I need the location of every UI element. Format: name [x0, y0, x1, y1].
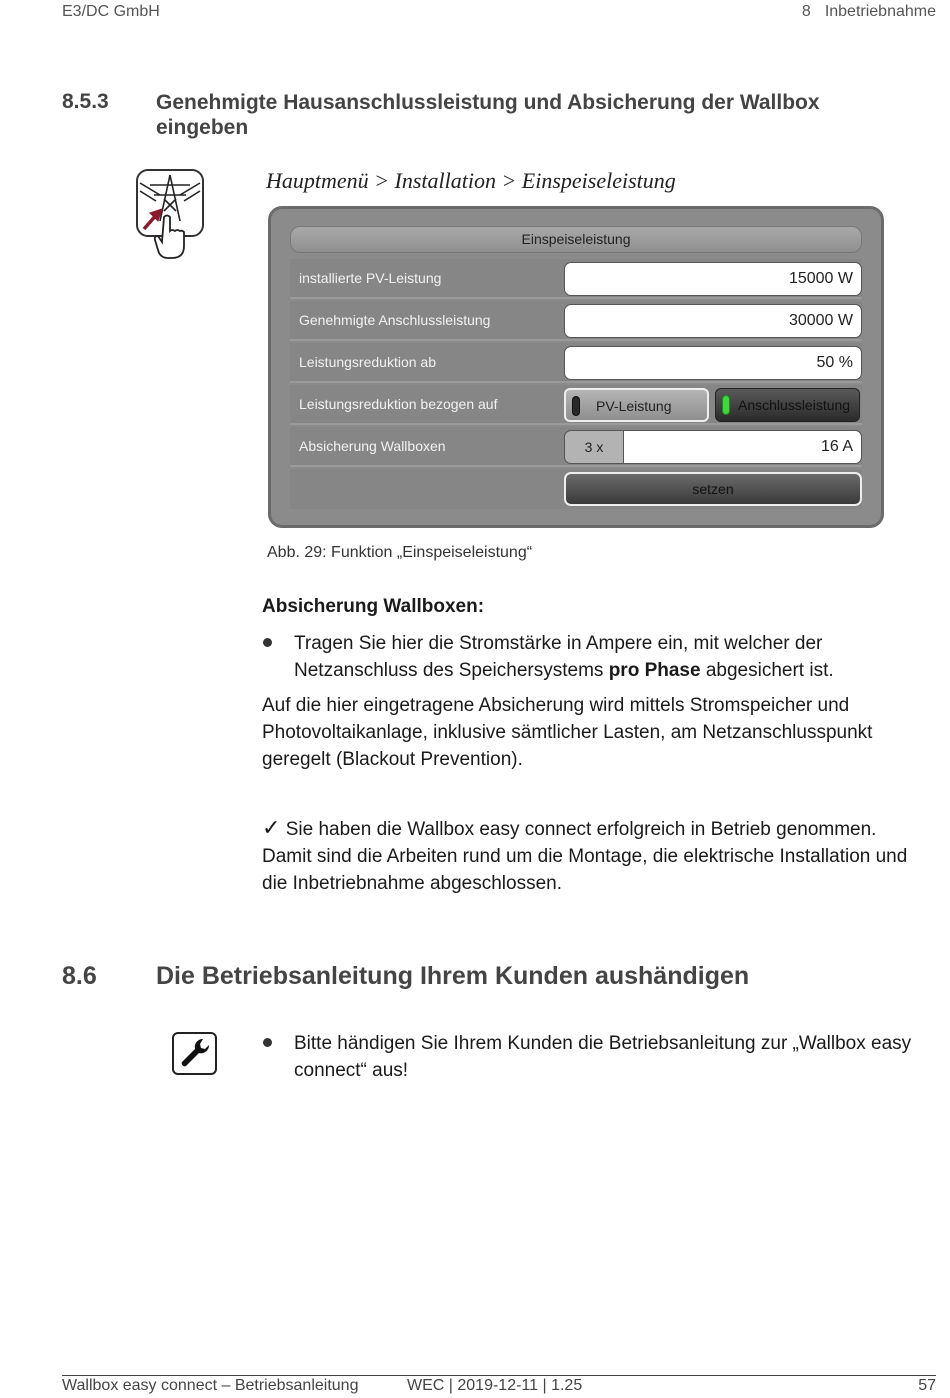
section-title: Genehmigte Hausanschlussleistung und Absicherung der Wallbox eingeben: [156, 91, 820, 139]
check-icon: ✓: [262, 815, 281, 840]
figure-caption: Abb. 29: Funktion „Einspeiseleistung“: [267, 544, 533, 561]
header-chapter-title: Inbetriebnahme: [824, 3, 936, 20]
footer-divider: [62, 1375, 936, 1376]
absicherung-input[interactable]: 16 A: [623, 430, 862, 464]
pv-leistung-input[interactable]: 15000 W: [564, 262, 862, 296]
row-label: Genehmigte Anschlussleistung: [299, 312, 491, 328]
leistungsreduktion-input[interactable]: 50 %: [564, 346, 862, 380]
panel-title: Einspeiseleistung: [290, 226, 862, 253]
pv-leistung-toggle[interactable]: [564, 388, 709, 422]
info-paragraph: Auf die hier eingetragene Absicherung wird mittels Stromspeicher und Photovoltaikanlage, inklusive sämtlicher Lasten, am Netzanschlusspunkt geregelt (Blackout Prevention).: [262, 695, 873, 770]
row-leistungsreduktion: [290, 343, 862, 383]
menu-path: Hauptmenü > Installation > Einspeiseleistung: [266, 168, 676, 193]
row-bezogen-auf: [290, 385, 862, 425]
row-absicherung: [290, 427, 862, 467]
bullet-icon: [263, 1038, 272, 1047]
row-anschlussleistung: [290, 301, 862, 341]
result-text: Sie haben die Wallbox easy connect erfolgreich in Betrieb genommen. Damit sind die Arbeiten rund um die Montage, die elektrische Installation und die Inbetriebnahme abgeschlossen.: [262, 819, 908, 894]
footer-doc-title: Wallbox easy connect – Betriebsanleitung: [62, 1377, 359, 1394]
led-active-icon: [722, 395, 730, 415]
subheading: Absicherung Wallboxen:: [262, 596, 485, 617]
setzen-button[interactable]: setzen: [564, 472, 862, 506]
result-paragraph: [262, 814, 912, 897]
bullet-text: Bitte händigen Sie Ihrem Kunden die Betriebsanleitung zur „Wallbox easy connect“ aus!: [294, 1033, 912, 1081]
bullet-text-part: abgesichert ist.: [700, 660, 834, 681]
section-heading-86: [62, 962, 750, 991]
anschlussleistung-toggle[interactable]: [715, 388, 860, 422]
toggle-label: Anschlussleistung: [738, 397, 851, 413]
section-title: Die Betriebsanleitung Ihrem Kunden aushändigen: [156, 962, 750, 990]
header-company: E3/DC GmbH: [62, 3, 160, 20]
led-inactive-icon: [572, 396, 580, 416]
toggle-label: PV-Leistung: [596, 398, 672, 414]
header-chapter: [802, 3, 936, 21]
bullet-text-part: Tragen Sie hier die Stromstärke in Ampere ein, mit welcher der Netzanschluss des Speichersystems: [294, 633, 823, 681]
row-label: Leistungsreduktion ab: [299, 354, 436, 370]
row-set: [290, 469, 862, 509]
row-label: installierte PV-Leistung: [299, 270, 442, 286]
anschlussleistung-input[interactable]: 30000 W: [564, 304, 862, 338]
power-pylon-touch-icon: [136, 169, 204, 237]
row-label: Absicherung Wallboxen: [299, 438, 446, 454]
footer-page-number: 57: [918, 1377, 936, 1394]
bullet-text: [294, 630, 894, 684]
header-chapter-number: 8: [801, 3, 811, 20]
phase-prefix: 3 x: [564, 430, 624, 464]
row-pv-leistung: [290, 259, 862, 299]
row-label: Leistungsreduktion bezogen auf: [299, 396, 498, 412]
bullet-bold: pro Phase: [608, 660, 701, 681]
bullet-icon: [263, 638, 272, 647]
section-number: 8.5.3: [62, 90, 109, 113]
wrench-icon: [172, 1032, 217, 1075]
einspeiseleistung-panel: [268, 206, 884, 528]
footer-doc-meta: WEC | 2019-12-11 | 1.25: [407, 1377, 583, 1394]
section-number: 8.6: [62, 962, 97, 990]
